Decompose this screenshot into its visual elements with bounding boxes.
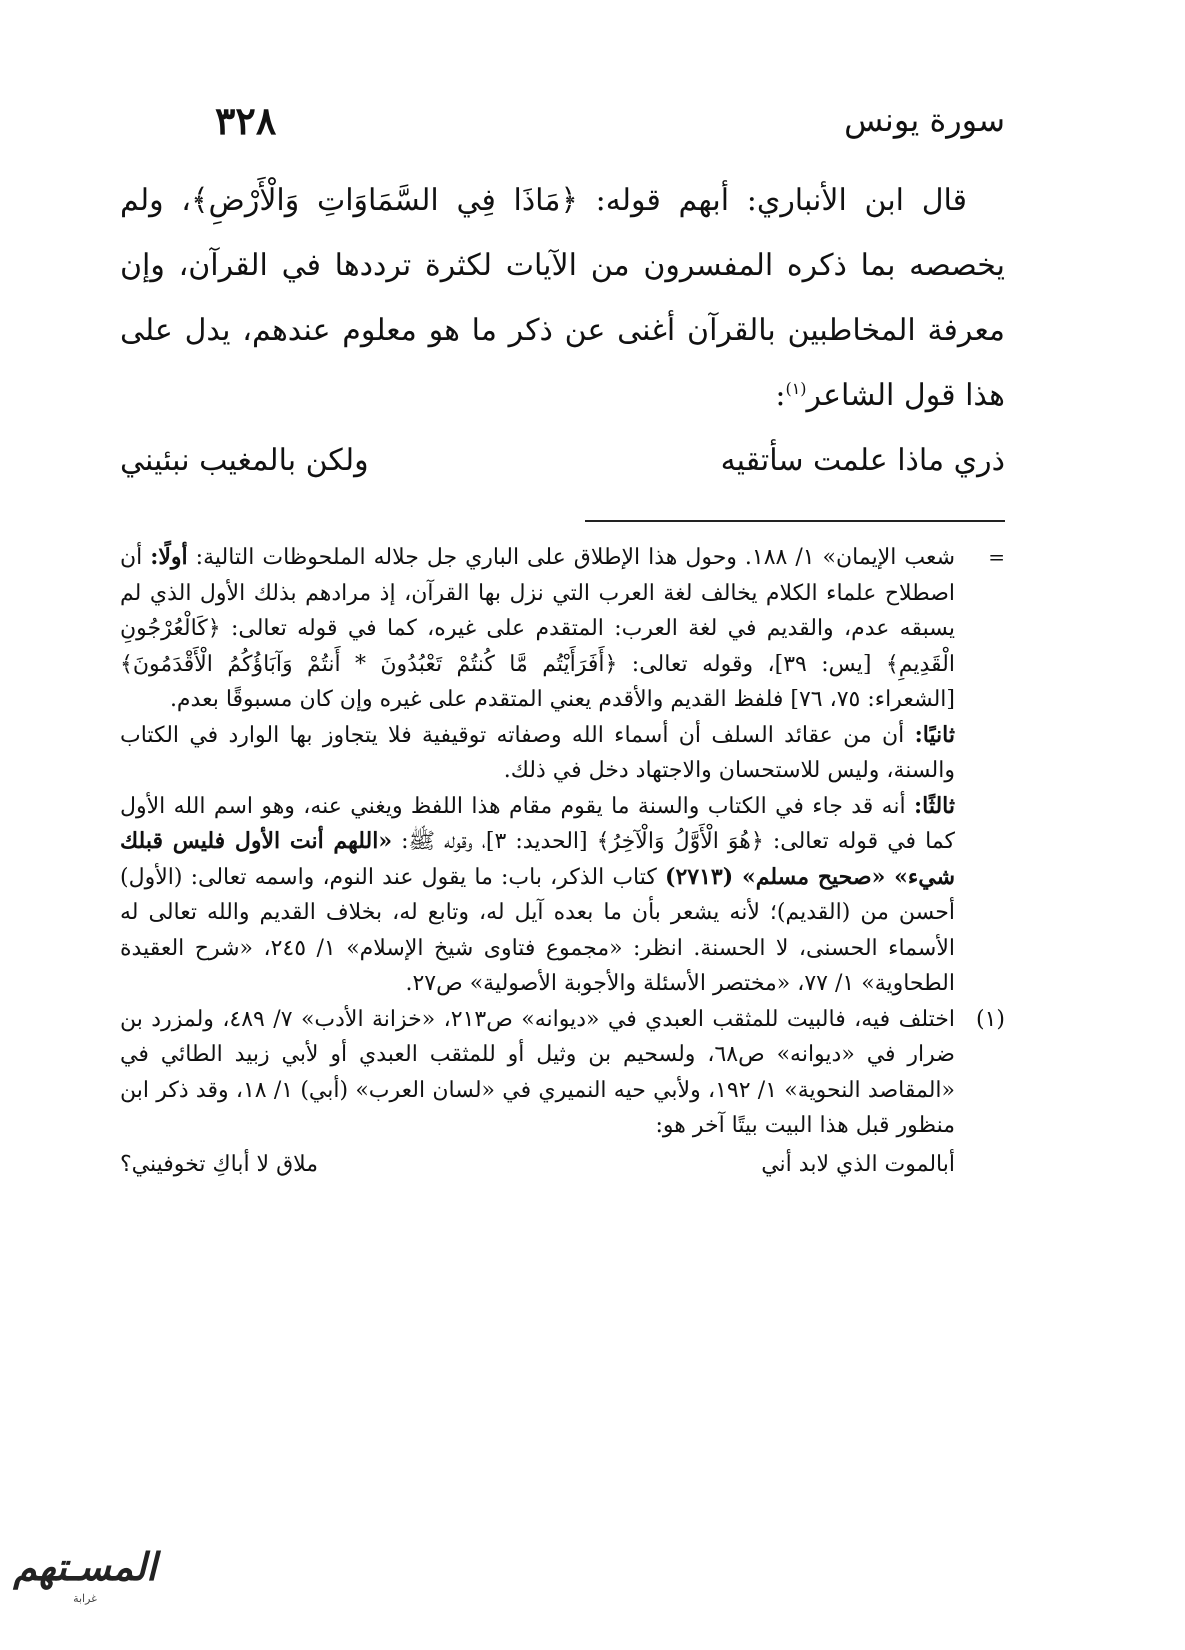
footnote-divider xyxy=(585,520,1005,522)
continuation-marker: = xyxy=(988,545,1005,569)
footnote-1-marker: (١) xyxy=(975,1006,1005,1032)
verse-first-hemistich: ذري ماذا علمت سأتقيه xyxy=(720,443,1005,478)
third-text-a: أنه قد جاء في الكتاب والسنة ما يقوم مقام هذا اللفظ ويغني عنه، وهو اسم الله الأول كما في قوله تعالى: ﴿هُوَ الْأَوَّلُ وَالْآخِرُ﴾ [الحديد: ٣]، وقوله ﷺ: xyxy=(120,793,956,854)
footnote-1-verse-second: ملاق لا أباكِ تخوفيني؟ xyxy=(120,1151,319,1177)
third-point xyxy=(120,789,955,1002)
continuation-text-3: أن اصطلاح علماء الكلام يخالف لغة العرب التي نزل بها القرآن، إذ مرادهم بذلك الأول الذي لم يسبقه عدم، والقديم في لغة العرب: المتقدم على غيره، كما في قوله تعالى: ﴿كَالْعُرْجُونِ الْقَدِيمِ﴾ [يس: ٣٩]، وقوله تعالى: ﴿أَفَرَأَيْتُم مَّا كُنتُمْ تَعْبُدُونَ * أَنتُمْ وَآبَاؤُكُمُ الْأَقْدَمُونَ﴾ [الشعراء: ٧٥، ٧٦] فلفظ القديم والأقدم يعني المتقدم على غيره وإن كان مسبوقًا بعدم. xyxy=(120,545,955,712)
second-text: أن من عقائد السلف أن أسماء الله وصفاته توقيفية فلا يتجاوز بها الوارد في الكتاب والسنة، وليس للاستحسان والاجتهاد دخل في ذلك. xyxy=(120,722,955,783)
third-hadith: «اللهم أنت الأول فليس قبلك شيء» «صحيح مسلم» (٢٧١٣) xyxy=(120,828,955,890)
first-label: أولًا: xyxy=(150,544,188,570)
continuation-text-1: شعب الإيمان» ١/ ١٨٨. وحول هذا الإطلاق على الباري جل جلاله الملحوظات xyxy=(262,545,955,570)
third-text-b: كتاب الذكر، باب: ما يقول عند النوم، واسمه تعالى: (الأول) أحسن من (القديم)؛ لأنه يشعر بأن ما بعده آيل له، وتابع له، بخلاف القديم والله تعالى له الأسماء الحسنى، لا الحسنة. انظر: «مجموع فتاوى شيخ الإسلام» ١/ ٢٤٥، «شرح العقيدة الطحاوية» ١/ ٧٧، «مختصر الأسئلة والأجوبة الأصولية» ص٢٧. xyxy=(120,864,955,996)
footnote-continuation xyxy=(120,540,1005,1002)
continuation-line-1 xyxy=(120,540,955,718)
footnote-1-text: اختلف فيه، فالبيت للمثقب العبدي في «ديوانه» ص٢١٣، «خزانة الأدب» ٧/ ٤٨٩، ولمزرد بن ضرار في «ديوانه» ص٦٨، ولسحيم بن وثيل أو للمثقب العبدي أو لأبي زبيد الطائي في «المقاصد النحوية» ١/ ١٩٢، ولأبي حيه النميري في «لسان العرب» (أبي) ١/ ١٨، وقد ذكر ابن منظور قبل هذا البيت بيتًا آخر هو: xyxy=(120,1006,956,1138)
footnote-1 xyxy=(120,1002,1005,1144)
poetry-verse xyxy=(120,428,1005,493)
logo-main-text: المسـتهم xyxy=(13,1544,157,1589)
page-header xyxy=(215,90,1005,150)
footnotes xyxy=(120,540,1005,1186)
main-paragraph-text: قال ابن الأنباري: أبهم قوله: ﴿مَاذَا فِي السَّمَاوَاتِ وَالْأَرْضِ﴾، ولم يخصصه بما ذكره المفسرون من الآيات لكثرة ترددها في القرآن، وإن معرفة المخاطبين بالقرآن أغنى عن ذكر ما هو معلوم عندهم، يدل على هذا قول الشاعر xyxy=(120,183,1005,413)
main-paragraph-end: : xyxy=(775,378,786,413)
page-number: ٣٢٨ xyxy=(215,97,277,143)
logo-sub-text: غرابة xyxy=(73,1592,97,1605)
footnote-ref[interactable]: (١) xyxy=(785,379,807,398)
main-paragraph xyxy=(120,168,1005,428)
footnote-1-verse-first: أبالموت الذي لابد أني xyxy=(761,1151,955,1177)
publisher-logo xyxy=(10,1542,160,1622)
verse-second-hemistich: ولكن بالمغيب نبئيني xyxy=(120,443,369,478)
third-label: ثالثًا: xyxy=(914,792,956,819)
continuation-text-2: التالية: xyxy=(195,545,255,570)
main-text xyxy=(120,168,1005,493)
second-label: ثانيًا: xyxy=(914,721,955,748)
surah-title: سورة يونس xyxy=(844,101,1005,139)
second-point xyxy=(120,718,955,789)
footnote-1-verse xyxy=(120,1144,1005,1186)
